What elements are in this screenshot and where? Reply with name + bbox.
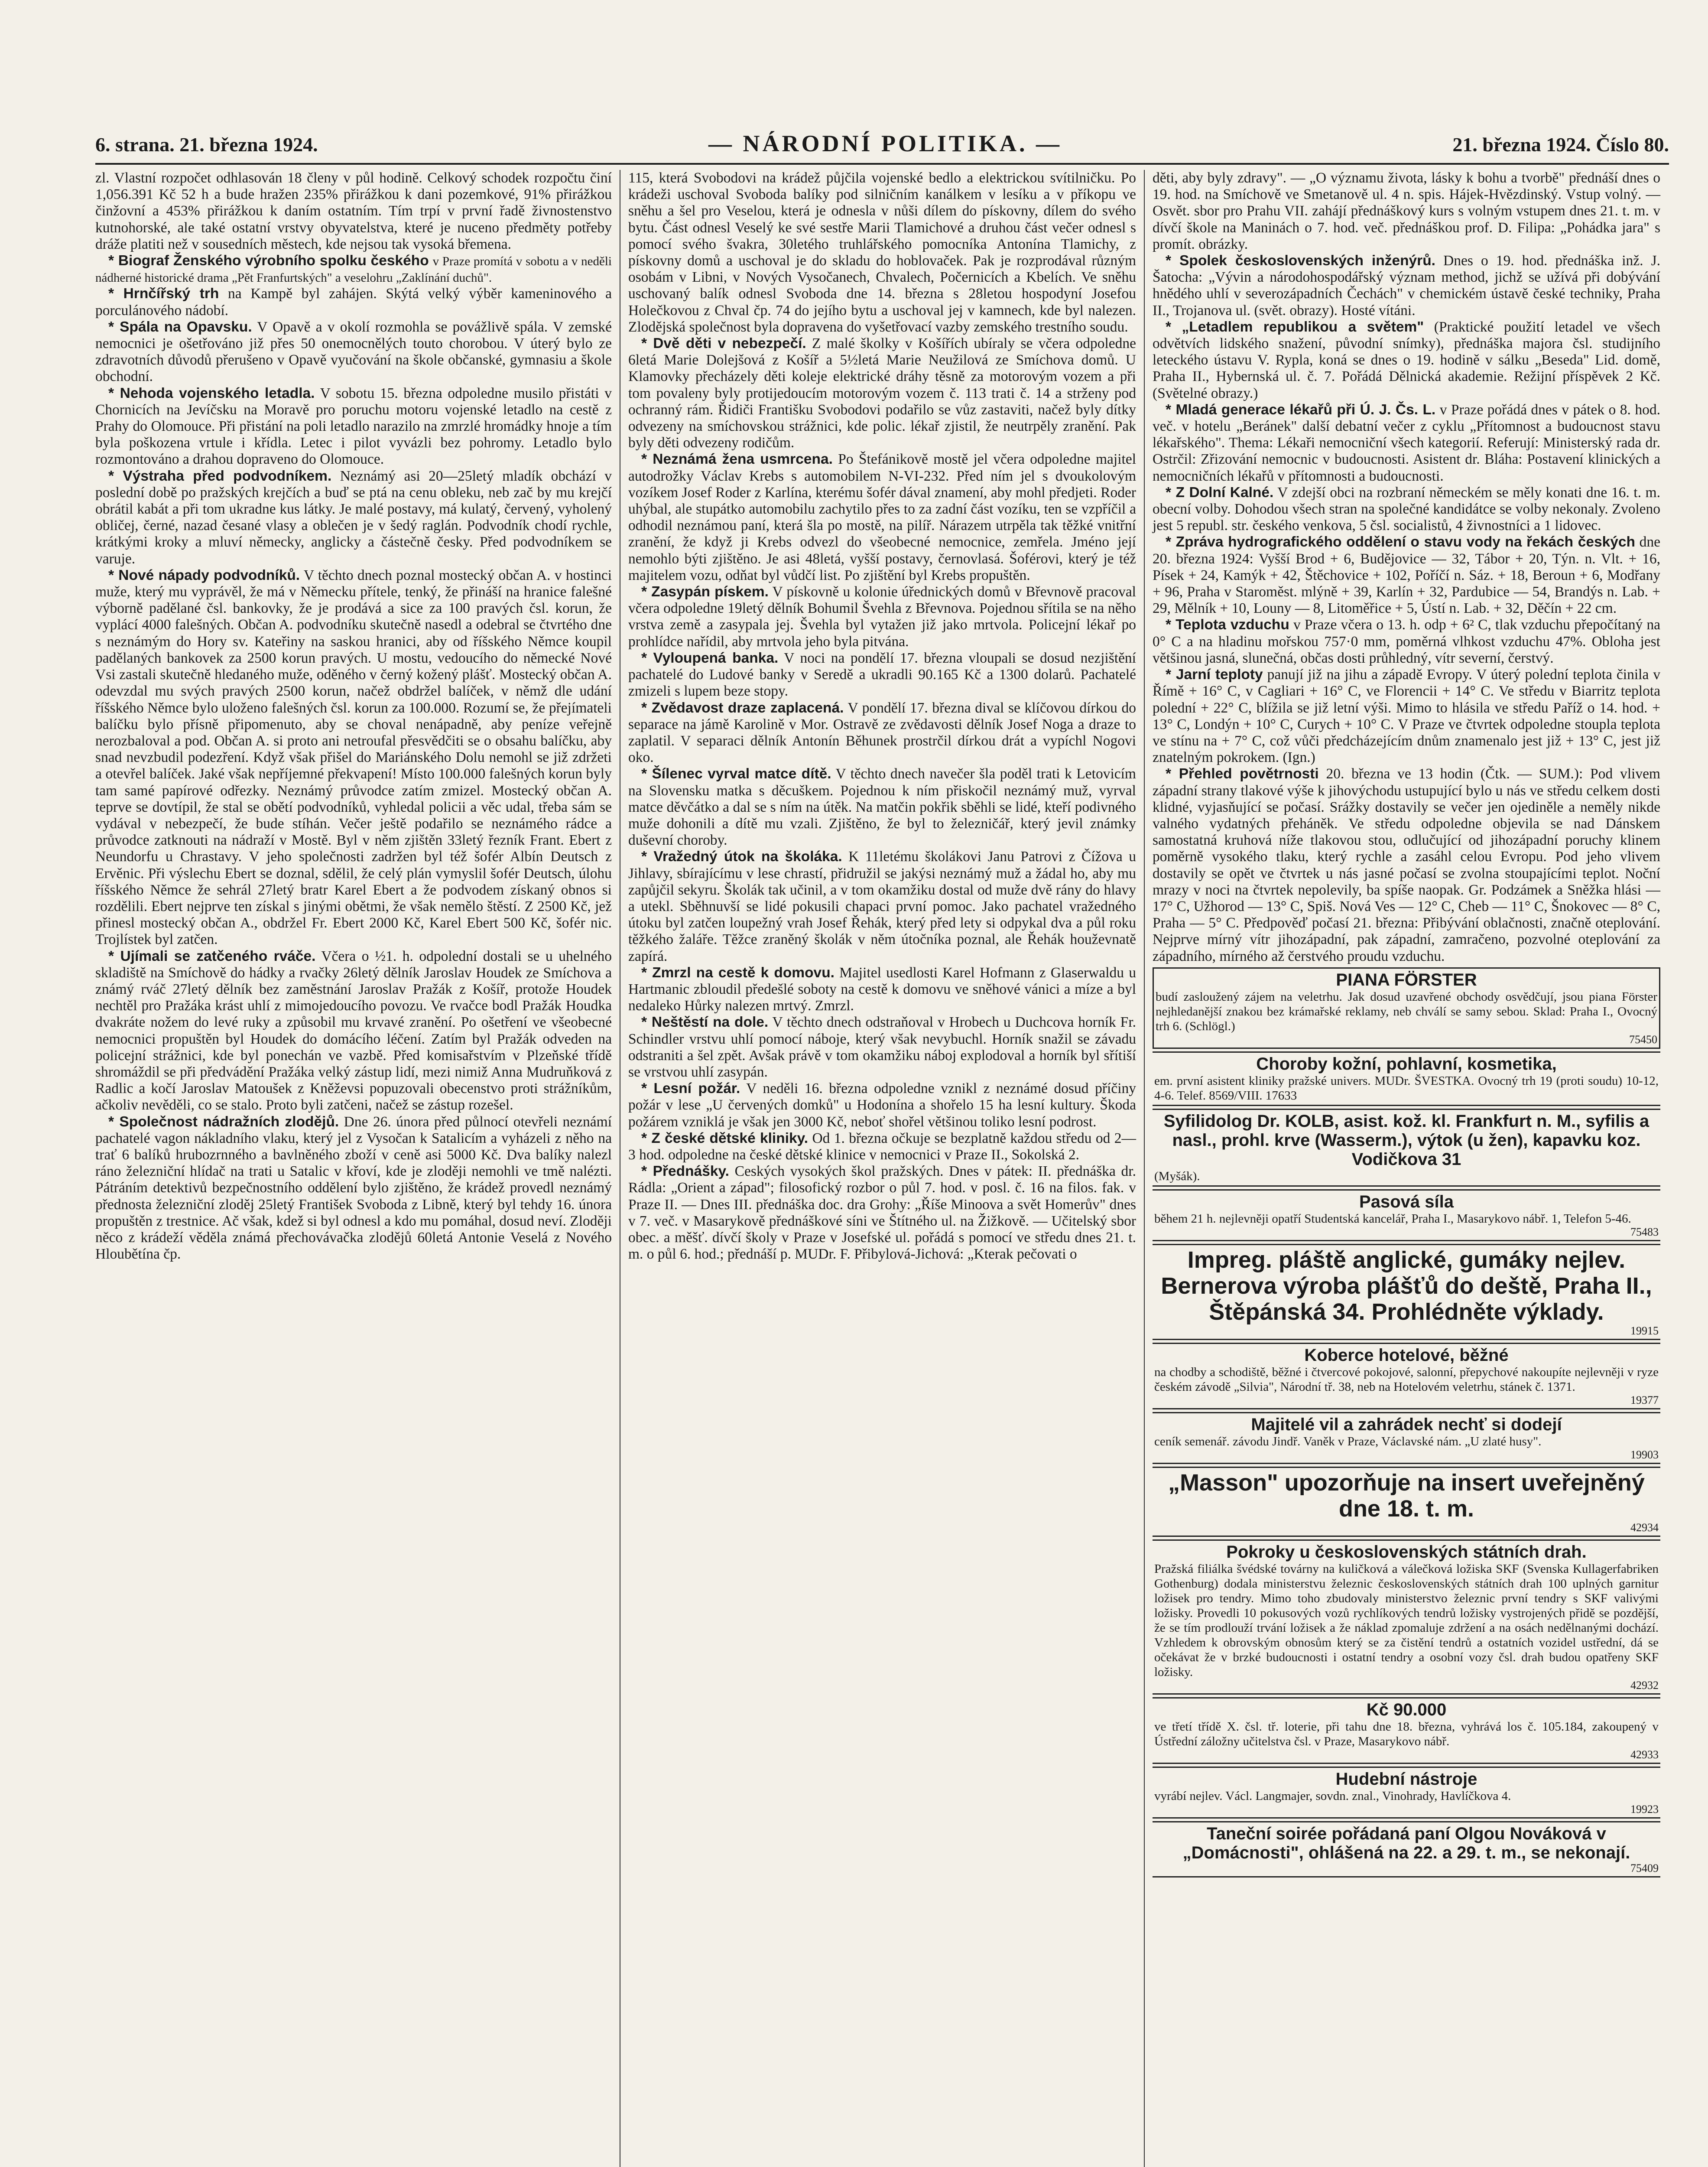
article — [1153, 319, 1660, 402]
ad-title: Majitelé vil a zahrádek nechť si dodejí — [1251, 1415, 1562, 1434]
article-headline: * Hrnčířský trh — [108, 286, 219, 302]
article — [95, 948, 612, 1114]
masthead — [95, 130, 1669, 165]
ad-body: (Myšák). — [1154, 1169, 1200, 1183]
article — [1153, 617, 1660, 667]
article-text: na Kampě byl zahájen. Skýtá velký výběr kameninového a porculánového nádobí. — [95, 286, 612, 319]
article-headline: * Dvě děti v nebezpečí. — [641, 335, 806, 352]
article-headline: * Vyloupená banka. — [641, 650, 779, 666]
ad-title: „Masson" upozorňuje na insert uveřejněný dne 18. t. m. — [1168, 1469, 1645, 1522]
ad-body: vyrábí nejlev. Václ. Langmajer, sovdn. znal., Vinohrady, Havlíčkova 4. — [1154, 1789, 1511, 1803]
article-headline: * Šílenec vyrval matce dítě. — [641, 766, 831, 782]
article-headline: * Zpráva hydrografického oddělení o stavu vody na řekách českých — [1166, 534, 1635, 550]
article — [628, 1130, 1136, 1163]
ad-title: Impreg. pláště anglické, gumáky nejlev. Bernerova výroba plášťů do deště, Praha II., Štěpánská 34. Prohlédněte výklady. — [1161, 1246, 1652, 1325]
article — [1153, 485, 1660, 534]
ad-body: během 21 h. nejlevněji opatří Studentská kancelář, Praha I., Masarykovo nábř. 1, Telefon 5-46. — [1154, 1211, 1631, 1226]
advertisement — [1153, 1767, 1660, 1819]
article-headline: * Jarní teploty — [1166, 667, 1263, 683]
article-text: Ceských vysokých škol pražských. Dnes v pátek: II. přednáška dr. Rádla: „Orient a západ"; filosofický rozbor o půl 7. hod. v posl. č. 16 na filos. fak. v Praze II. — Dnes III. přednáška doc. dra Grohy: „Říše Minoova a svět Homerův" dnes v 7. več. v Masarykově přednáškové síni ve Štítného ul. na Žižkově. — Učitelský sbor obec. a měšť. dívčí školy v Praze v Josefské ul. pořádá s pomocí ve středu dnes 21. t. m. o půl 6. hod.; přednáší p. MUDr. F. Přibylová-Jichová: „Kterak pečovati o — [628, 1163, 1136, 1262]
article-headline: * Zvědavost draze zaplacená. — [641, 700, 844, 716]
article — [1153, 667, 1660, 766]
article-text: Z malé školky v Košířích ubíraly se včera odpoledne 6letá Marie Dolejšová z Košíř a 5½letá Marie Neužilová ze Smíchova domů. U Klamovky přecházely děti koleje elektrické dráhy těsně za motorovým vozem a při tom povaleny byly protijedoucím motorovým vozem č. 113 trati č. 14 a strženy pod ochranný rám. Řidiči Františku Svobodovi podařilo se vůz zastaviti, načež byly dítky odvezeny na smíchovskou strážnici, kde polic. lékař zjistil, že neutrpěly zranění. Pak byly děti odvezeny rodičům. — [628, 335, 1136, 451]
article-headline: * Z Dolní Kalné. — [1166, 484, 1274, 501]
ad-body: ve třetí třídě X. čsl. tř. loterie, při tahu dne 18. března, vyhrává los č. 105.184, zakoupený v Ústřední záložny učitelstva čsl. v Praze, Masarykovo nábř. — [1154, 1719, 1659, 1748]
article — [628, 766, 1136, 849]
article — [628, 1014, 1136, 1080]
ad-body: Pražská filiálka švédské továrny na kuličková a válečková ložiska SKF (Svenska Kullagerfabriken Gothenburg) dodala ministerstvu železnic československých státních drah 100 uplných garnitur ložisek pro tendry. Mimo toho zbudovaly ministerstvo železnic první tendry s SKF valivými ložisky. Provedli 10 pokusových vozů rychlíkových tendrů ložisky vystrojených přidě se pozdější, že se tím prodlouží trvání ložisek a že náklad zpomaluje zdržení a na osách nedělnanými dochází. Vzhledem k obrovským obnosům který se za čistění tendrů a ostatních vozidel ustřední, dá se očekávat že v brzké budoucnosti i ostatní tendry a osobní vozy čsl. drah budou opatřeny SKF ložisky. — [1154, 1562, 1659, 1679]
ad-code: 19903 — [1630, 1448, 1659, 1461]
article — [628, 650, 1136, 700]
article — [628, 965, 1136, 1015]
advertisement — [1153, 1539, 1660, 1695]
page-date-right: 21. března 1924. Číslo 80. — [1452, 133, 1669, 156]
article-headline: * Nehoda vojenského letadla. — [108, 385, 315, 401]
article-text: K 11letému školákovi Janu Patrovi z Čížova u Jihlavy, sbírajícímu v lese chrastí, přidružil se jakýsi neznámý muž a žádal ho, aby mu zapůjčil sekyru. Školák tak učinil, a v tom okamžiku dostal od muže dvě rány do hlavy a utekl. Sběhnuvší se lidé pokusili chapaci první pomoc. Jako pachatel vražedného útoku byl zatčen loupežný vrah Josef Řehák, který před lety si odpykal dva a půl roku těžkého žaláře. Těžce zraněný školák v něm útočníka poznal, ale Řehák houževnatě zapírá. — [628, 849, 1136, 964]
advertisement — [1153, 1821, 1660, 1877]
article-headline: * Lesní požár. — [641, 1080, 740, 1097]
ad-code: 75483 — [1630, 1225, 1659, 1238]
article — [628, 1163, 1136, 1262]
advertisement — [1153, 1412, 1660, 1464]
advertisement — [1153, 1051, 1660, 1106]
article-headline: * Přednášky. — [641, 1163, 729, 1180]
article-text: Majitel usedlosti Karel Hofmann z Glaserwaldu u Hartmanic zbloudil předešlé soboty na cestě k domovu ve sněhové vánici a míze a byl nedaleko Hůrky nalezen mrtvý. Zmrzl. — [628, 964, 1136, 1014]
article-headline: * Neštěstí na dole. — [641, 1014, 769, 1031]
ad-code: 42933 — [1630, 1748, 1659, 1761]
ad-title: Pasová síla — [1359, 1192, 1454, 1211]
article-text: Od 1. března očkuje se bezplatně každou středu od 2—3 hod. odpoledne na české dětské klinice v nemocnici v Praze II., Sokolská 2. — [628, 1130, 1136, 1163]
article-text: 20. března ve 13 hodin (Čtk. — SUM.): Pod vlivem západní strany tlakové výše k jihovýchodu ustupující bylo u nás ve středu celkem dosti klidné, vyjasňující se počasí. Srážky dostavily se večer jen ojediněle a neměly nikde valného vydatných přeháněk. Ve středu odpoledne objevila se nad Dánskem samostatná kruhová níže tlakovou stou, odlučující od jihozápadní poruchy klinem poměrně vysokého tlaku, který rychle a zasáhl celou Evropu. Pod jeho vlivem dostavily se opět ve čtvrtek u nás jasné počasí se zvolna stoupajícími teplot. Noční mrazy v noci na čtvrtek nepolevily, ba spíše naopak. Gr. Podzámek a Sněžka hlási — 17° C, Užhorod — 13° C, Spiš. Nová Ves — 12° C, Cheb — 11° C, Šnokovec — 8° C, Praha — 5° C. Předpověď počasí 21. března: Přibývání oblačnosti, značně oteplování. Nejprve mírný vítr jihozápadní, pak západní, zamračeno, pozvolné oteplování za západního, mírného až čerstvého proudu vzduchu. — [1153, 766, 1660, 964]
ad-code: 19377 — [1630, 1393, 1659, 1406]
article-text: v Praze promítá v sobotu a v neděli nádherné historické drama „Pět Franfurtských" a veselohru „Zaklínání duchů". — [95, 254, 612, 285]
article-headline: * Spála na Opavsku. — [108, 319, 252, 335]
article-text: V noci na pondělí 17. března vloupali se dosud nezjištění pachatelé do Ludové banky v Seredě a ukradli 90.165 Kč a 1300 dolarů. Pachatelé zmizeli s lupem beze stopy. — [628, 650, 1136, 700]
article-headline: * Přehled povětrnosti — [1166, 766, 1319, 782]
article — [95, 319, 612, 385]
article-text: dne 20. března 1924: Vyšší Brod + 6, Budějovice — 32, Tábor + 20, Týn. n. Vlt. + 16, Písek + 24, Kamýk + 42, Štěchovice + 102, Poříčí n. Sáz. + 18, Beroun + 6, Modřany + 96, Praha v Staroměst. mlýně + 39, Karlín + 32, Pardubice — 54, Brandýs n. Lab. + 29, Mělník + 10, Louny — 8, Litoměřice + 5, Ústí n. Lab. + 32, Děčín + 22 cm. — [1153, 534, 1660, 617]
ad-title: Pokroky u československých státních drah. — [1226, 1542, 1587, 1562]
article-text: v Praze pořádá dnes v pátek o 8. hod. več. v hotelu „Beránek" další debatní večer z cyklu „Přítomnost a budoucnost stavu lékařského". Thema: Lékaři nemocniční všech kategorií. Referují: Ministerský rada dr. Ostrčil: Zřizování nemocnic v budoucnosti. Asistent dr. Bláha: Postavení klinických a nemocničních lékařů v přítomnosti a budoucnosti. — [1153, 401, 1661, 484]
article-text: zl. Vlastní rozpočet odhlasován 18 členy v půl hodině. Celkový schodek rozpočtu činí 1,056.391 Kč 52 h a bude hražen 235% přirážkou k dani pozemkové, 91% přirážkou činžovní a 453% přirážkou k daním ostatním. Tím trpí v první řadě živnostenstvo kutnohorské, ale také ostatní vrstvy obyvatelstva, které je nuceno předměty potřeby dráže platiti než v sousedních městech, kde nejsou tak vysoká břemena. — [95, 170, 612, 252]
article-text: V těchto dnech navečer šla poděl trati k Letovicím na Slovensku matka s děcuškem. Pojednou k ním přiskočil neznámý muž, vyrval matce děvčátko a dal se s ním na útěk. Na matčin pokřik sběhli se lidé, kteří podivného muže dohonili a dítě mu vzali. Zjištěno, že byl to železničář, který jevil známky duševní choroby. — [628, 766, 1136, 849]
article — [628, 1080, 1136, 1130]
column-3 — [1144, 170, 1668, 2167]
article — [95, 1114, 612, 1263]
article-headline: * Biograf Ženského výrobního spolku českého — [108, 253, 429, 269]
article-headline: * Vražedný útok na školáka. — [641, 849, 842, 865]
article-text: Po Štefánikově mostě jel včera odpoledne majitel autodrožky Václav Krebs s automobilem N-VI-232. Před ním jel s dvoukolovým vozíkem Josef Roder z Karlína, kterému šofér dával znamení, aby mohl předjeti. Roder uhýbal, ale stupátko automobilu zachytilo přes to za zadní část vozíku, ten se vzpříčil a odhodil neznámou paní, která šla po mostě, na pilíř. Nárazem utrpěla tak těžké vnitřní zranění, že když ji Krebs odvezl do všeobecné nemocnice, zemřela. Jméno její nemohlo býti zjištěno. Je asi 48letá, vyšší postavy, černovlasá. Šoférovi, který je též majitelem vozu, odňat byl vůdčí list. Po zjištění byl Krebs propuštěn. — [628, 451, 1136, 583]
article — [95, 567, 612, 948]
article — [95, 253, 612, 286]
article-headline: * Z české dětské kliniky. — [641, 1130, 809, 1146]
article-text: V sobotu 15. března odpoledne musilo přistáti v Chornicích na Jevíčsku na Moravě pro poruchu motoru vojenské letadlo na cestě z Prahy do Olomouce. Při přistání na poli letadlo narazilo na zmrzlé hromádky hnoje a tím byla poškozena vrtule i křídla. Letec i pilot vyvázli bez pohromy. Letadlo bylo rozmontováno a drahou dopraveno do Olomouce. — [95, 385, 612, 468]
ad-title: Kč 90.000 — [1366, 1700, 1447, 1719]
ad-code: 42932 — [1630, 1679, 1659, 1692]
article-text: V těchto dnech poznal mostecký občan A. v hostinci muže, který mu vyprávěl, že má v Německu přítele, tenký, že přináší na hranice falešné výborně padělané čsl. bankovky, že je prodává a sice za 100 pravých čsl. korun, že vyplácí 4000 falešných. Občan A. podvodníku skutečně nasedl a odebral se čtvrtého dne s neznámým do Hory sv. Kateřiny na saskou hranici, aby od říšského Němce koupil padělaných bankovek za 2500 korun pravých. U mostu, vedoucího do německé Nové Vsi zastali skutečně hledaného muže, oděného v černý kožený plášť. Mostecký občan A. odevzdal mu svých pravých 2500 korun, načež obdržel balíček, v němž dle udání říšského Němce bylo uloženo falešných čsl. korun za 100.000. Rozumí se, že přejímateli balíčku bylo přísně připomenuto, aby se choval nenápadně, aby peníze veřejně nerozbaloval a pod. Občan A. si proto ani netroufal přesvědčiti se o obsahu balíčku, aby snad nevzbudil podezření. Když však přišel do Mariánského Dolu nemohl se již zdržeti a otevřel balíček. Jaké však nepříjemné překvapení! Místo 100.000 falešných korun byly tam samé papírové odřezky. Neznámý průvodce zatím zmizel. Mostecký občan A. teprve se dovtípil, že stal se obětí podvodníků, vyhledal policii a věc udal, třeba sám se vydával v nebezpečí, že bude stíhán. Večer ještě podařilo se neznámého rádce a průvodce zatknouti na nádraží v Mostě. Byl v něm zjištěn 33letý řezník Frant. Ebert z Neundorfu u Chrastavy. V jeho společnosti zadržen byl též šofér Albín Deutsch z Ervěnic. Při výslechu Ebert se doznal, sdělil, že celý plán vymyslil šofér Deutsch, úlohu říšského Němce že sehrál 27letý bratr Karel Ebert a že podvodem získaný obnos si rozdělili. Ebert nejprve ten získal s jinými obětmi, že však nemělo štěstí. Z 2500 Kč, jež přinesl mostecký občan A., obdržel Fr. Ebert 2000 Kč, Karel Ebert 500 Kč, šofér nic. Trojlístek byl zatčen. — [95, 567, 612, 948]
ad-title: Hudební nástroje — [1335, 1769, 1477, 1789]
advertisement — [1153, 1109, 1660, 1187]
ad-body: ceník semenář. závodu Jindř. Vaněk v Praze, Václavské nám. „U zlaté husy". — [1154, 1434, 1542, 1448]
column-1 — [95, 170, 620, 2167]
ad-body: em. první asistent kliniky pražské univers. MUDr. ŠVESTKA. Ovocný trh 19 (proti soudu) 10-12, 4-6. Telef. 8569/VIII. 17633 — [1154, 1074, 1659, 1103]
article-text: panují již na jihu a západě Evropy. V úterý polední teplota činila v Římě + 16° C, v Cagliari + 16° C, ve Florencii + 14° C. Ve středu v Biarritz teplota polední + 22° C, blížila se již letní výši. Mimo to hlásila ve středu Paříž o 14. hod. + 13° C, Londýn + 10° C, Curych + 10° C. V Praze ve čtvrtek odpoledne stoupla teplota ve stínu na + 7° C, což vůči předcházejícím dnům znamenalo jest již + 13° C, jest již znatelným pokrokem. (Ign.) — [1153, 667, 1661, 766]
ad-title: Koberce hotelové, běžné — [1304, 1345, 1509, 1365]
article-text: V těchto dnech odstraňoval v Hrobech u Duchcova horník Fr. Schindler vrstvu uhlí pomocí náboje, který však nevybuchl. Horník snažil se závadu odstraniti a šel zpět. Avšak právě v tom okamžiku náboj explodoval a horník byl sřítiší se vrstvou uhlí zasypán. — [628, 1014, 1137, 1080]
advertisement — [1153, 1189, 1660, 1241]
ad-code: 75450 — [1629, 1033, 1657, 1046]
article-headline: * Spolek československých inženýrů. — [1166, 253, 1435, 269]
ad-title: Taneční soirée pořádaná paní Olgou Nováková v „Domácnosti", ohlášená na 22. a 29. t. m., se nekonají. — [1182, 1824, 1630, 1862]
article — [628, 700, 1136, 766]
article — [1153, 402, 1660, 485]
article — [1153, 766, 1660, 964]
article — [628, 451, 1136, 584]
article-text: Dnes o 19. hod. přednáška inž. J. Šatocha: „Vývin a národohospodářský význam method, jichž se užívá při dobývání hnědého uhlí v severozápadních Čechách" v chemickém ústavě české techniky, Praha II., Trojanova ul. (svět. obrazy). Hosté vítáni. — [1153, 253, 1660, 319]
article-headline: * Teplota vzduchu — [1166, 617, 1289, 633]
article-headline: * Neznámá žena usmrcena. — [641, 451, 833, 468]
article-headline: * Společnost nádražních zlodějů. — [108, 1113, 339, 1130]
article-text: V zdejší obci na rozbraní německém se měly konati dne 16. t. m. obecní volby. Dohodou všech stran na společné kandidátce se volby nekonaly. Zvoleno jest 5 republ. str. českého venkova, 5 čsl. socialistů, 4 živnostníci a 1 lidovec. — [1153, 484, 1660, 534]
article-text: (Praktické použití letadel ve všech odvětvích lidského snažení, původní snímky), přednáška majora čsl. studijního leteckého ústavu V. Rypla, koná se dnes o 19. hodině v sálku „Beseda" Lid. domě, Praha II., Hybernská ul. č. 7. Pořádá Dělnická akademie. Režijní příspěvek 2 Kč. (Světelné obrazy.) — [1153, 319, 1661, 401]
article-text: V neděli 16. března odpoledne vznikl z neznámé dosud příčiny požár v lese „U červených domků" u Hodonína a shořelo 15 ha lesní kultury. Škoda požárem vzniklá je však jen 3000 Kč, neboť shořel většinou toliko lesní podrost. — [628, 1080, 1137, 1130]
article-headline: * Výstraha před podvodníkem. — [108, 468, 332, 484]
article — [628, 335, 1136, 451]
article-headline: * Zasypán pískem. — [641, 584, 769, 600]
ad-code: 19923 — [1630, 1803, 1659, 1816]
article-headline: * Nové nápady podvodníků. — [108, 567, 300, 583]
ad-title: Choroby kožní, pohlavní, kosmetika, — [1256, 1054, 1557, 1074]
ad-body: budí zasloužený zájem na veletrhu. Jak dosud uzavřené obchody osvědčují, jsou piana Förster nejhledanější znakou bez krámařské reklamy, neb chválí se samy sebou. Sklad: Praha I., Ovocný trh 6. (Schlögl.) — [1156, 989, 1657, 1033]
ad-code: 19915 — [1630, 1324, 1659, 1337]
advertisement — [1153, 1697, 1660, 1764]
columns — [95, 170, 1669, 2167]
article-text: děti, aby byly zdravy". — „O významu života, lásky k bohu a tvorbě" přednáší dnes o 19. hod. na Smíchově ve Smetanově ul. 4 n. spis. Hájek-Hvězdinský. Vstup volný. — Osvět. sbor pro Prahu VII. zahájí přednáškový kurs s volným vstupem dnes 21. t. m. v dívčí škole na Maninách o 7. hod. več. přednáškou prof. D. Filipa: „Pohádka jara" s promít. obrázky. — [1153, 170, 1660, 252]
article — [1153, 253, 1660, 319]
article-text: V Opavě a v okolí rozmohla se povážlivě spála. V zemské nemocnici je ošetřováno již přes 50 onemocnělých touto chorobou. V úterý bylo ze zdravotních důvodů přerušeno v Opavě vyučování na škole občanské, gymnasiu a škole obchodní. — [95, 319, 612, 385]
article — [95, 385, 612, 468]
ad-title: Syfilidolog Dr. KOLB, asist. kož. kl. Frankfurt n. M., syfilis a nasl., prohl. krve (Wasserm.), výtok (u žen), kapavku koz. Vodičkova 31 — [1163, 1111, 1650, 1169]
advertisement — [1153, 967, 1660, 1049]
article — [95, 286, 612, 319]
article-text: V pondělí 17. března dival se klíčovou dírkou do separace na jámě Karolině v Mor. Ostravě ze zvědavosti dělník Josef Noga a draze to zaplatil. V separaci dělník Antonín Běhunek prostrčil dírkou drát a vypíchl Nogovi oko. — [628, 700, 1136, 766]
article-text: v Praze včera o 13. h. odp + 6² C, tlak vzduchu přepočítaný na 0° C a na hladinu mořskou 757·0 mm, poměrná vlhkost vzduchu 47%. Obloha jest většinou jasná, slunečná, občas dosti průhledný, vítr severní, čerstvý. — [1153, 617, 1661, 666]
newspaper-title: — NÁRODNÍ POLITIKA. — — [708, 130, 1062, 156]
article — [628, 849, 1136, 964]
advertisement — [1153, 1467, 1660, 1537]
ad-code: 75409 — [1630, 1861, 1659, 1874]
article-text: 115, která Svobodovi na krádež půjčila vojenské bedlo a elektrickou svítilničku. Po krádeži uschoval Svoboda balíky pod silničním kanálkem v lesíku a v příkopu ve sněhu a šel pro Veselou, která je odnesla v nůši dílem do pískovny, dílem do svého bytu. Část odnesl Veselý ke své sestře Marii Tlamichové a druhou část večer odnesl s pomocí svého švakra, 30letého truhlářského pomocníka Antonína Tlamichy, z pískovny domů a uschoval je do skladu do hoblovaček. Pak je rozprodával různým osobám v Libni, v Nových Vysočanech, Chvalech, Počernicích a Kbelích. Ve sněhu uschovaný balík odnesl Svoboda dne 14. března s 28letou hospodyní Josefou Holečkovou z Chval čp. 74 do jejího bytu a uschoval jej v kamnech, kde byl nalezen. Zlodějská společnost byla dopravena do vyšetřovací vazby zemského trestního soudu. — [628, 170, 1136, 335]
ad-code: 42934 — [1630, 1521, 1659, 1534]
ad-body: na chodby a schodiště, běžné i čtvercové pokojové, salonní, přepychové nakoupíte nejlevněji v ryze českém závodě „Silvia", Národní tř. 38, neb na Hotelovém veletrhu, stánek č. 1371. — [1154, 1365, 1659, 1394]
ad-title: PIANA FÖRSTER — [1336, 970, 1477, 989]
article-text: Dne 26. února před půlnocí otevřeli neznámí pachatelé vagon nákladního vlaku, který jel z Vysočan k Satalicím a vyházeli z něho na trať 6 balíků hrubozrnného a bavlněného zboží v ceně asi 5000 Kč. Dva balíky nalezl ráno železniční hlídač na trati u Satalic v křoví, kde je zloději nemohli ve tmě nalézti. Pátráním detektivů bezpečnostního oddělení bylo zjištěno, že krádež provedl neznámý přednosta železniční zloděj 25letý František Svoboda z Libně, který byl tehdy 16. února propuštěn z trestnice. Ač však, kdež si byl odnesl a kdo mu pomáhal, dosud neví. Zloději něco z krádeží věděla známá přechovávačka zlodějů 60letá Antonie Veselá z Nového Hloubětína čp. — [95, 1113, 612, 1262]
advertisement — [1153, 1343, 1660, 1409]
article-headline: * Mladá generace lékařů při Ú. J. Čs. L. — [1166, 401, 1436, 418]
article — [1153, 534, 1660, 617]
article — [628, 584, 1136, 650]
column-2 — [620, 170, 1144, 2167]
article-headline: * Ujímali se zatčeného rváče. — [108, 948, 316, 964]
article — [95, 468, 612, 567]
article-headline: * Zmrzl na cestě k domovu. — [641, 964, 835, 981]
article-headline: * „Letadlem republikou a světem" — [1166, 319, 1424, 335]
advertisement — [1153, 1244, 1660, 1340]
article-text: Neznámý asi 20—25letý mladík obchází v poslední době po pražských krejčích a buď se ptá na cenu obleku, neb zač by mu krejčí obrátil kabát a při tom ukradne kus látky. Je malé postavy, má kulatý, červený, vyholený obličej, černé, nazad česané vlasy a oblečen je v šedý raglán. Podvodník chodí rychle, krátkými kroky a mluví německy, anglicky a částečně česky. Před podvodníkem se varuje. — [95, 468, 612, 567]
article-text: V pískovně u kolonie úřednických domů v Břevnově pracoval včera odpoledne 19letý dělník Bohumil Švehla z Břevnova. Pojednou sřítila se na něho vrstva země a zasypala jej. Švehla byl vytažen již jako mrtvola. Policejní lékař po prohlídce nařídil, aby mrtvola jeho byla pitvána. — [628, 584, 1136, 650]
page-date-left: 6. strana. 21. března 1924. — [95, 133, 318, 156]
article-text: Včera o ½1. h. odpolední dostali se u uhelného skladiště na Smíchově do hádky a rvačky 26letý dělník Jaroslav Houdek ze Smíchova a známý rváč 27letý dělník bez zaměstnání Jaroslav Pražák z Košíř, protože Houdek nechtěl pro Pražáka krást uhlí z mimojedoucího povozu. Ve rvačce bodl Pražák Houdka dvakráte nožem do levé ruky a způsobil mu krvavé zranění. Po ošetření ve všeobecné nemocnici propuštěn byl Houdek do domácího léčení. Zatím byl Pražák odveden na policejní strážnici, kde byl ponechán ve vazbě. Před komisařstvím v Plzeňské třídě shromáždil se při předvádění Pražáka velký zástup lidí, mezi nimiž Anna Mudruňková z Radlic a kočí Jaroslav Matoušek z Kněževsi popuzovali obecenstvo proti strážníkům, ačkoliv nevěděli, co se stalo. Proto byli zatčeni, načež se zástup rozešel. — [95, 948, 612, 1113]
